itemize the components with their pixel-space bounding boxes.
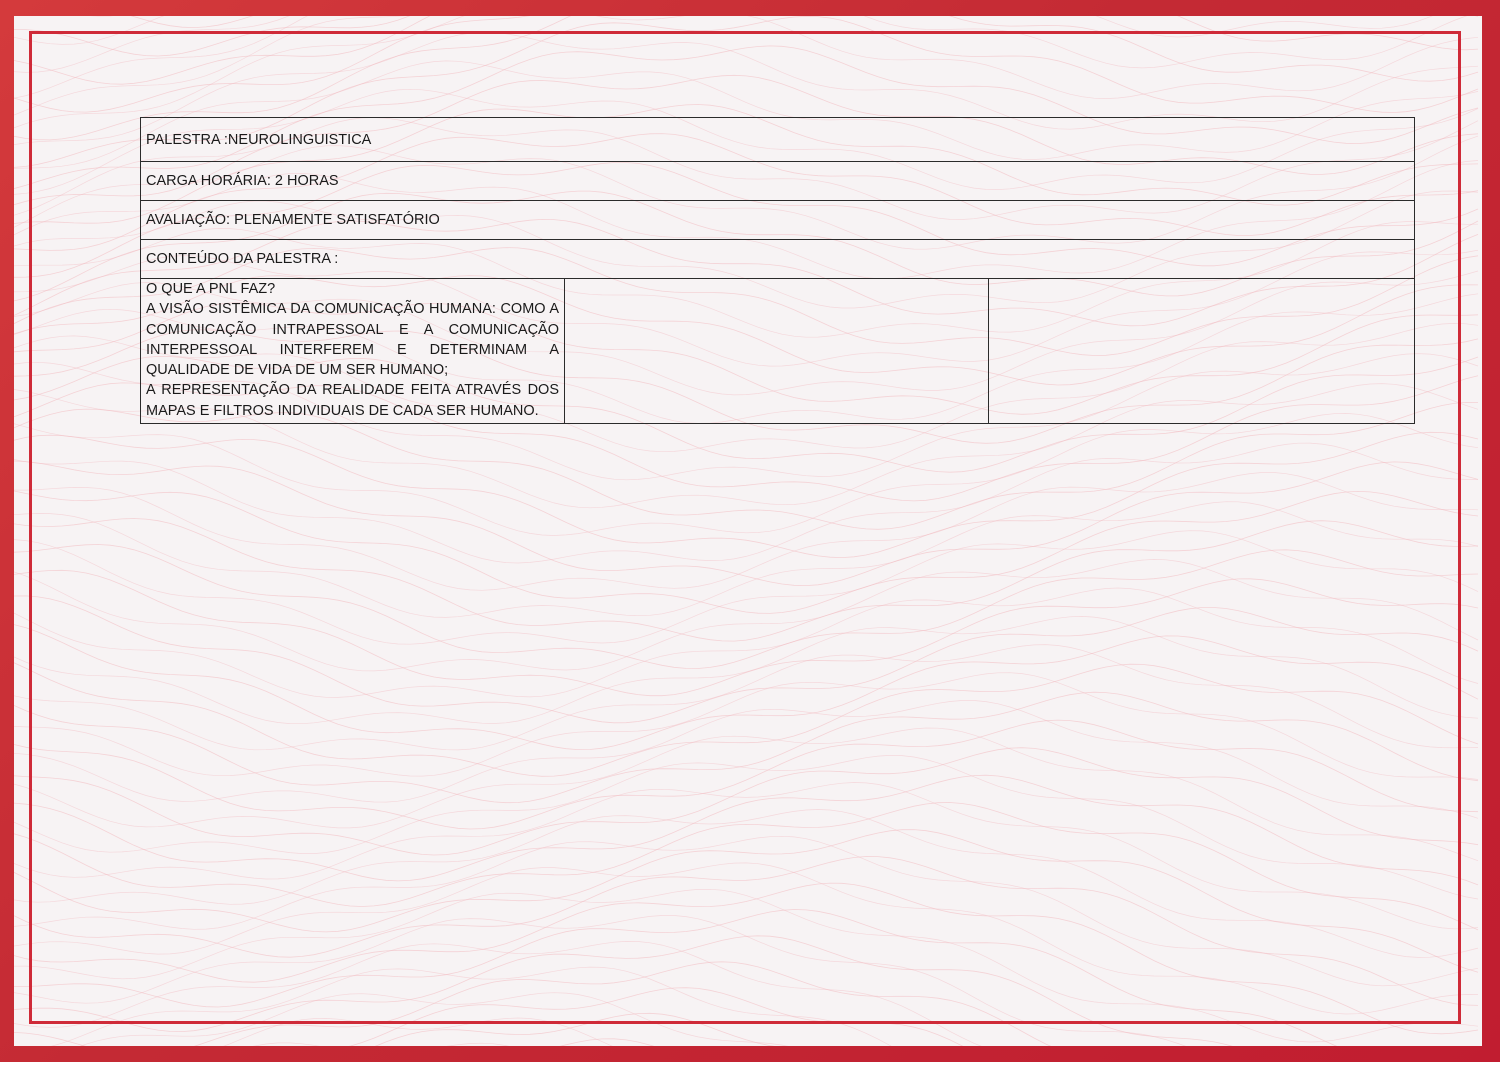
conteudo-label-cell: CONTEÚDO DA PALESTRA : [141,240,1415,279]
conteudo-column-3 [989,279,1415,424]
certificate-info-table [140,117,1415,424]
conteudo-column-2 [565,279,989,424]
certificate-paper [14,16,1482,1046]
avaliacao-cell: AVALIAÇÃO: PLENAMENTE SATISFATÓRIO [141,201,1415,240]
carga-horaria-cell: CARGA HORÁRIA: 2 HORAS [141,162,1415,201]
guilloche-wave [14,1043,1478,1046]
conteudo-column-1: O QUE A PNL FAZ? A VISÃO SISTÊMICA DA COMUNICAÇÃO HUMANA: COMO A COMUNICAÇÃO INTRAPESSOAL E A COMUNICAÇÃO INTERPESSOAL INTERFEREM E DETERMINAM A QUALIDADE DE VIDA DE UM SER HUMANO; A REPRESENTAÇÃO DA REALIDADE FEITA ATRAVÉS DOS MAPAS E FILTROS INDIVIDUAIS DE CADA SER HUMANO. [141,279,565,424]
palestra-cell: PALESTRA :NEUROLINGUISTICA [141,118,1415,162]
